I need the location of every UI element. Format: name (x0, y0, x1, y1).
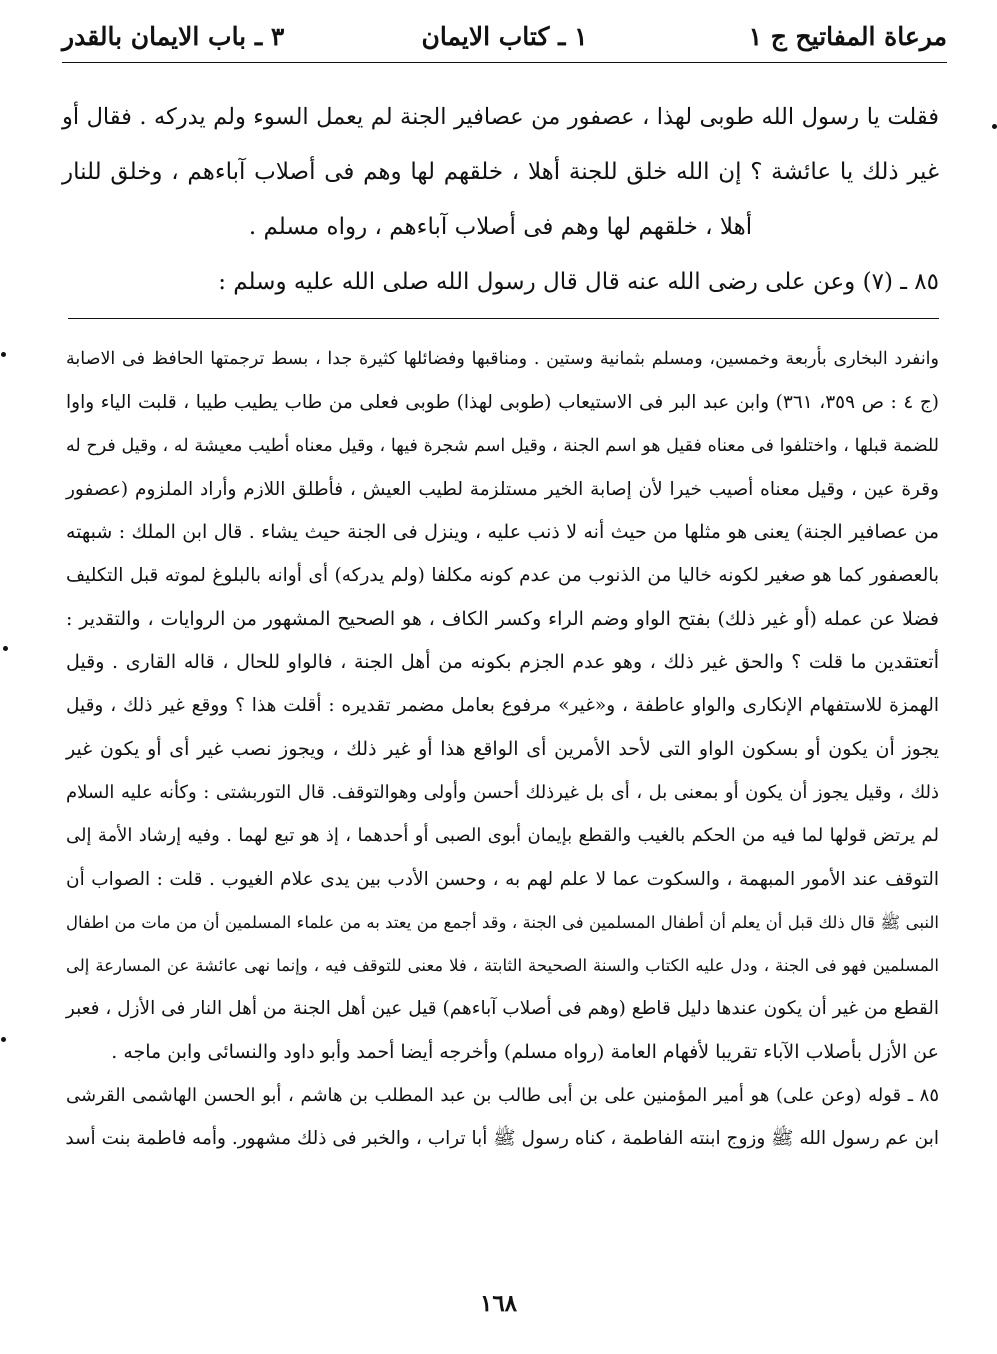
header-section: ٣ ـ باب الايمان بالقدر (62, 22, 285, 51)
header-rule (62, 62, 947, 63)
margin-dot (3, 646, 8, 651)
main-text (62, 90, 939, 310)
commentary-line-5: من عصافير الجنة) يعنى هو مثلها من حيث أنه لا ذنب عليه ، وينزل فى الجنة حيث يشاء . قال ابن الملك : شبهته (66, 521, 939, 544)
margin-dot (1, 1037, 6, 1042)
margin-dot (1, 352, 6, 357)
commentary-footnotes (66, 338, 939, 1161)
commentary-line-19: ابن عم رسول الله ﷺ وزوج ابنته الفاطمة ، كناه رسول ﷺ أبا تراب ، والخبر فى ذلك مشهور. وأمه فاطمة بنت أسد (65, 1128, 939, 1150)
commentary-line-4: وقرة عين ، وقيل معناه أصيب خيرا لأن إصابة الخير مستلزمة لطيب العيش ، فأطلق اللازم وأراد الملزوم (عصفور (66, 478, 939, 500)
commentary-line-7: فضلا عن عمله (أو غير ذلك) بفتح الواو وضم الراء وكسر الكاف ، هو الصحيح المشهور من الروايات ، والتقدير : (66, 607, 939, 630)
page-number: ١٦٨ (479, 1290, 518, 1317)
header-chapter: ١ ـ كتاب الايمان (421, 22, 588, 51)
margin-dot (992, 124, 997, 129)
commentary-line-11: ذلك ، وقيل يجوز أن يكون أو بمعنى بل ، أى بل غيرذلك أحسن وأولى وهوالتوقف. قال التوربشتى : وكأنه عليه السلام (66, 781, 939, 803)
commentary-line-15: المسلمين فهو فى الجنة ، ودل عليه الكتاب والسنة الصحيحة الثابتة ، فلا معنى للتوقف فيه ، وإنما نهى عائشة عن المسارعة إلى (66, 956, 939, 976)
hadith-85-heading: ٨٥ ـ (٧) وعن على رضى الله عنه قال قال رسول الله صلى الله عليه وسلم : (218, 269, 939, 295)
main-line-3: أهلا ، خلقهم لها وهم فى أصلاب آباءهم ، رواه مسلم . (248, 214, 753, 240)
running-header (62, 14, 947, 60)
header-book-title: مرعاة المفاتيح ج ١ (748, 22, 947, 51)
commentary-line-13: التوقف عند الأمور المبهمة ، والسكوت عما لا علم لهم به ، وحسن الأدب بين يدى علام الغيوب . قلت : الصواب أن (66, 868, 939, 890)
commentary-line-16: القطع من غير أن يكون عندها دليل قاطع (وهم فى أصلاب آباءهم) قيل عين أهل الجنة من أهل النار فى الأزل ، فعبر (65, 998, 939, 1020)
commentary-line-9: الهمزة للاستفهام الإنكارى والواو عاطفة ، و«غير» مرفوع بعامل مضمر تقديره : أقلت هذا ؟ ووقع غير ذلك ، وقيل (66, 695, 939, 717)
commentary-line-12: لم يرتض قولها لما فيه من الحكم بالغيب والقطع بإيمان أبوى الصبى أو أحدهما ، إذ هو تبع لهما . وفيه إرشاد الأمة إلى (66, 825, 939, 847)
footnote-separator (68, 318, 939, 319)
commentary-line-6: بالعصفور كما هو صغير لكونه خاليا من الذنوب من عدم كونه مكلفا (ولم يدركه) أى أوانه بالبلوغ لموته قبل التكليف (66, 565, 939, 587)
main-line-1: فقلت يا رسول الله طوبى لهذا ، عصفور من عصافير الجنة لم يعمل السوء ولم يدركه . فقال أو (62, 104, 939, 130)
commentary-line-3: للضمة قبلها ، واختلفوا فى معناه فقيل هو اسم الجنة ، وقيل اسم شجرة فيها ، وقيل معناه أطيب معيشة له ، وقيل فرح له (66, 435, 939, 456)
main-line-2: غير ذلك يا عائشة ؟ إن الله خلق للجنة أهلا ، خلقهم لها وهم فى أصلاب آباءهم ، وخلق للنار (62, 159, 939, 185)
commentary-line-2: (ج ٤ : ص ٣٥٩، ٣٦١) وابن عبد البر فى الاستيعاب (طوبى لهذا) طوبى فعلى من طاب يطيب طيبا ، قلبت الياء واوا (66, 392, 939, 414)
commentary-line-1: وانفرد البخارى بأربعة وخمسين، ومسلم بثمانية وستين . ومناقبها وفضائلها كثيرة جدا ، بسط ترجمتها الحافظ فى الاصابة (66, 349, 939, 369)
commentary-line-14: النبى ﷺ قال ذلك قبل أن يعلم أن أطفال المسلمين فى الجنة ، وقد أجمع من يعتد به من علماء المسلمين أن من مات من اطفال (66, 912, 939, 932)
commentary-line-17: عن الأزل بأصلاب الآباء تقريبا لأفهام العامة (رواه مسلم) وأخرجه أيضا أحمد وأبو داود والنسائى وابن ماجه . (111, 1040, 939, 1063)
commentary-line-8: أتعتقدين ما قلت ؟ والحق غير ذلك ، وهو عدم الجزم بكونه من أهل الجنة ، فالواو للحال ، قاله القارى . وقيل (66, 651, 939, 674)
commentary-line-18: ٨٥ ـ قوله (وعن على) هو أمير المؤمنين على بن أبى طالب بن عبد المطلب بن هاشم ، أبو الحسن الهاشمى القرشى (66, 1085, 939, 1107)
commentary-line-10: يجوز أن يكون أو بسكون الواو التى لأحد الأمرين أى الواقع هذا أو غير ذلك ، ويجوز نصب غير أى أو يكون غير (66, 737, 939, 760)
